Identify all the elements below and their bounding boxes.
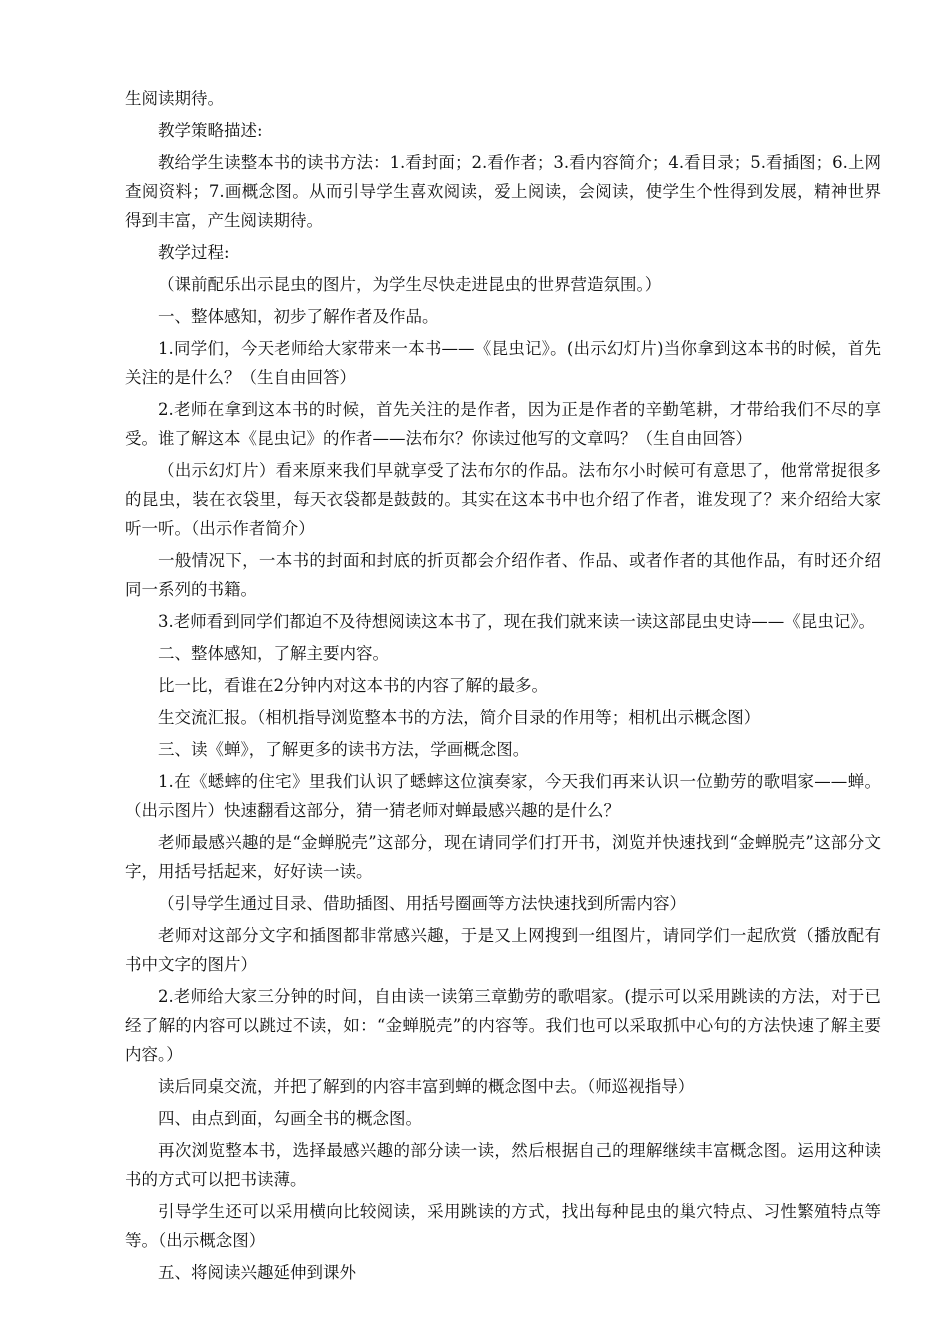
- paragraph: 3.老师看到同学们都迫不及待想阅读这本书了，现在我们就来读一读这部昆虫史诗——《昆虫记》。: [158, 612, 875, 631]
- paragraph: 2.老师在拿到这本书的时候，首先关注的是作者，因为正是作者的辛勤笔耕，才带给我们不尽的享受。谁了解这本《昆虫记》的作者——法布尔？你读过他写的文章吗？（生自由回答）: [125, 400, 881, 448]
- paragraph: 老师最感兴趣的是“金蝉脱壳”这部分，现在请同学们打开书，浏览并快速找到“金蝉脱壳”这部分文字，用括号括起来，好好读一读。: [125, 833, 881, 881]
- paragraph: 1.同学们，今天老师给大家带来一本书——《昆虫记》。(出示幻灯片)当你拿到这本书的时候，首先关注的是什么？（生自由回答）: [125, 339, 881, 387]
- section-label-process: 教学过程:: [158, 243, 230, 262]
- paragraph: 再次浏览整本书，选择最感兴趣的部分读一读，然后根据自己的理解继续丰富概念图。运用这种读书的方式可以把书读薄。: [125, 1141, 881, 1189]
- paragraph: （出示幻灯片）看来原来我们早就享受了法布尔的作品。法布尔小时候可有意思了，他常常捉很多的昆虫，装在衣袋里，每天衣袋都是鼓鼓的。其实在这本书中也介绍了作者，谁发现了？来介绍给大家听一听。（出示作者简介）: [125, 461, 881, 538]
- section-heading: 四、由点到面，勾画全书的概念图。: [158, 1109, 422, 1128]
- paragraph: 2.老师给大家三分钟的时间，自由读一读第三章勤劳的歌唱家。(提示可以采用跳读的方法，对于已经了解的内容可以跳过不读，如：“金蝉脱壳”的内容等。我们也可以采取抓中心句的方法快速了解主要内容。）: [125, 987, 881, 1064]
- section-heading: 五、将阅读兴趣延伸到课外: [158, 1263, 356, 1282]
- paragraph: 一般情况下，一本书的封面和封底的折页都会介绍作者、作品、或者作者的其他作品，有时还介绍同一系列的书籍。: [125, 551, 881, 599]
- paragraph: （课前配乐出示昆虫的图片，为学生尽快走进昆虫的世界营造氛围。）: [158, 275, 662, 294]
- paragraph: 生阅读期待。: [125, 89, 224, 108]
- paragraph: 1.在《蟋蟀的住宅》里我们认识了蟋蟀这位演奏家，今天我们再来认识一位勤劳的歌唱家——蝉。（出示图片）快速翻看这部分，猜一猜老师对蝉最感兴趣的是什么？: [125, 772, 881, 820]
- paragraph: （引导学生通过目录、借助插图、用括号圈画等方法快速找到所需内容）: [158, 894, 686, 913]
- section-heading: 三、读《蝉》，了解更多的读书方法，学画概念图。: [158, 740, 530, 759]
- section-heading: 一、整体感知，初步了解作者及作品。: [158, 307, 439, 326]
- section-heading: 二、整体感知，了解主要内容。: [158, 644, 389, 663]
- section-label-strategy: 教学策略描述:: [158, 121, 263, 140]
- paragraph: 读后同桌交流，并把了解到的内容丰富到蝉的概念图中去。（师巡视指导）: [158, 1077, 695, 1096]
- paragraph: 老师对这部分文字和插图都非常感兴趣，于是又上网搜到一组图片，请同学们一起欣赏（播放配有书中文字的图片）: [125, 926, 881, 974]
- document-body: [125, 84, 881, 1290]
- paragraph: 生交流汇报。（相机指导浏览整本书的方法，简介目录的作用等；相机出示概念图）: [158, 708, 761, 727]
- paragraph: 引导学生还可以采用横向比较阅读，采用跳读的方式，找出每种昆虫的巢穴特点、习性繁殖特点等等。（出示概念图）: [125, 1202, 881, 1250]
- paragraph: 比一比，看谁在2分钟内对这本书的内容了解的最多。: [158, 676, 548, 695]
- paragraph: 教给学生读整本书的读书方法：1.看封面；2.看作者；3.看内容简介；4.看目录；5.看插图；6.上网查阅资料；7.画概念图。从而引导学生喜欢阅读，爱上阅读，会阅读，使学生个性得到发展，精神世界得到丰富，产生阅读期待。: [125, 153, 881, 230]
